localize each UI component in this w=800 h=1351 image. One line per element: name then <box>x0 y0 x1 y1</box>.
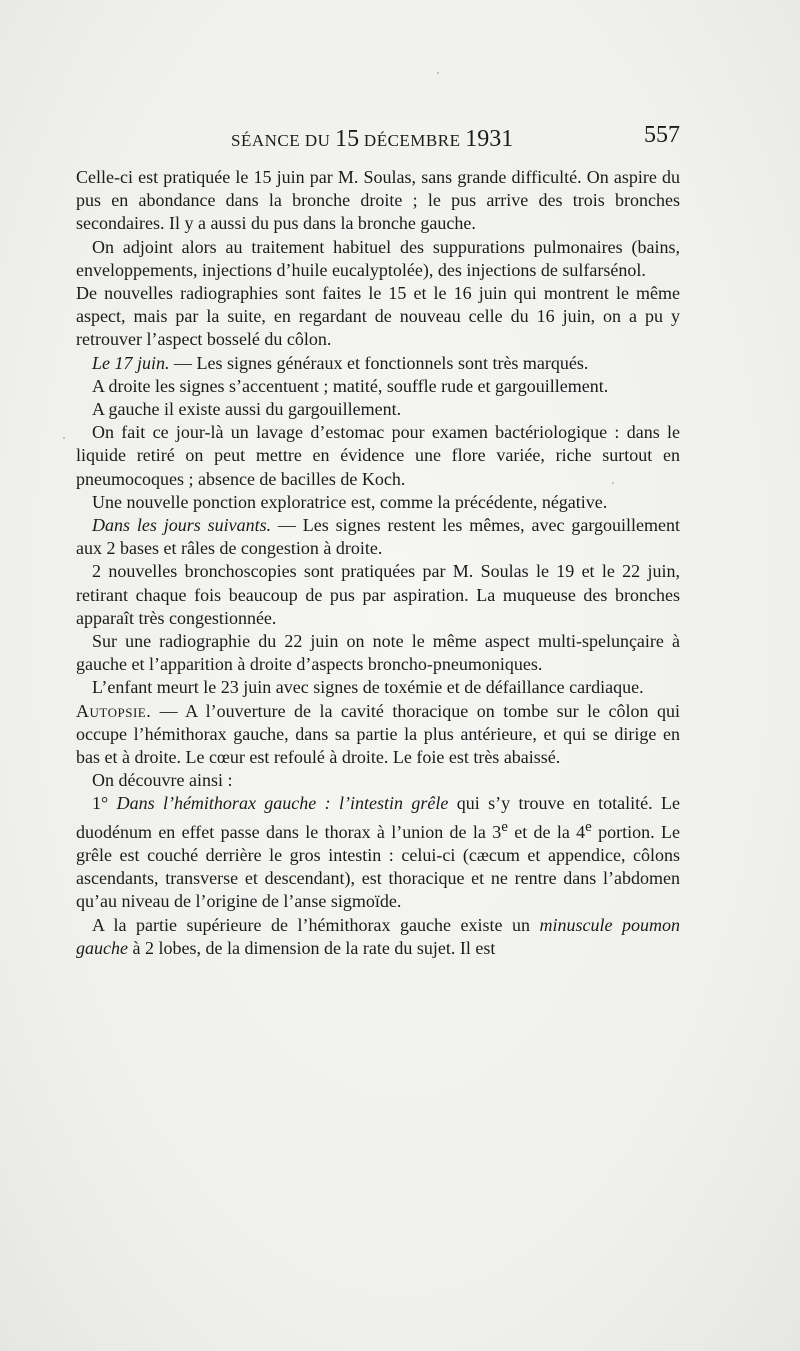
paragraph-1: Celle-ci est pratiquée le 15 juin par M. Soulas, sans grande difficulté. On aspire du pus en abondance dans la bronche droite ; le pus arrive des trois bronches secondaires. Il y a aussi du pus dans la bronche gauche. <box>76 167 680 234</box>
paragraph-15-text-c: portion. Le grêle est couché derrière le gros intestin : celui-ci (cæcum et appendice, côlons ascendants, transverse et descendant), est thoracique et ne rentre dans l’abdomen qu’au niveau de l’origine de l’anse sigmoïde. <box>76 821 680 912</box>
paragraph-3: De nouvelles radiographies sont faites le 15 et le 16 juin qui montrent le même aspect, mais par la suite, en regardant de nouveau celle du 16 juin, on a pu y retrouver l’aspect bosselé du côlon. <box>76 283 680 350</box>
paragraph-12: L’enfant meurt le 23 juin avec signes de toxémie et de défaillance cardiaque. <box>92 677 644 698</box>
paragraph-15-number: 1° <box>92 793 117 814</box>
paragraph-11: Sur une radiographie du 22 juin on note le même aspect multi-spelunçaire à gauche et l’apparition à droite d’aspects broncho-pneumoniques. <box>76 631 680 675</box>
paragraph-15-text-b: et de la 4 <box>507 821 586 842</box>
scan-speck <box>437 72 439 74</box>
paragraph-14: On découvre ainsi : <box>92 770 233 791</box>
paragraph-8: Une nouvelle ponction exploratrice est, comme la précédente, négative. <box>92 491 608 512</box>
paragraph-16-text-b: à 2 lobes, de la dimension de la rate du sujet. Il est <box>127 937 496 958</box>
paragraph-16-text-a: A la partie supérieure de l’hémithorax gauche existe un <box>92 914 540 935</box>
paragraph-13 <box>76 700 680 770</box>
paragraph-4 <box>76 352 680 375</box>
paragraph-9-text: — Les signes restent les mêmes, avec gargouillement aux 2 bases et râles de congestion à droite. <box>76 515 681 559</box>
running-head-day: 15 <box>335 126 360 152</box>
paragraph-10: 2 nouvelles bronchoscopies sont pratiquées par M. Soulas le 19 et le 22 juin, retirant chaque fois beaucoup de pus par aspiration. La muqueuse des bronches apparaît très congestionnée. <box>76 561 680 628</box>
running-head <box>231 126 513 153</box>
paragraph-16 <box>76 914 680 960</box>
running-head-month: DÉCEMBRE <box>363 131 461 150</box>
paragraph-9 <box>76 514 680 560</box>
scan-speck <box>612 482 614 484</box>
scan-speck <box>63 437 65 439</box>
paragraph-16-italic: minuscule poumon gauche <box>76 914 680 958</box>
paragraph-15-sup-2: e <box>585 818 592 835</box>
paragraph-6: A gauche il existe aussi du gargouillement. <box>92 399 402 420</box>
paragraph-5: A droite les signes s’accentuent ; matité, souffle rude et gargouillement. <box>92 375 609 396</box>
paragraph-4-date: Le 17 juin. <box>92 352 170 373</box>
paragraph-15-text-a: qui s’y trouve en totalité. Le duodénum en effet passe dans le thorax à l’union de la 3 <box>76 793 681 842</box>
paragraph-15-italic: Dans l’hémithorax gauche : l’intestin grêle <box>116 793 449 814</box>
paragraph-2: On adjoint alors au traitement habituel des suppurations pulmonaires (bains, enveloppements, injections d’huile eucalyptolée), des injections de sulfarsénol. <box>76 236 680 280</box>
paragraph-4-text: — Les signes généraux et fonctionnels sont très marqués. <box>169 352 589 373</box>
paragraph-9-lead: Dans les jours suivants. <box>92 515 272 536</box>
paragraph-7: On fait ce jour-là un lavage d’estomac pour examen bactériologique : dans le liquide retiré on peut mettre en évidence une flore variée, riche surtout en pneumocoques ; absence de bacilles de Koch. <box>76 422 680 489</box>
paragraph-13-text: — A l’ouverture de la cavité thoracique on tombe sur le côlon qui occupe l’hémithorax gauche, dans sa partie la plus antérieure, et qui se dirige en bas et à droite. Le cœur est refoulé à droite. Le foie est très abaissé. <box>76 700 680 768</box>
page-header <box>76 118 680 158</box>
paragraph-15-sup-1: e <box>501 818 508 835</box>
running-head-year: 1931 <box>465 126 514 152</box>
body-text <box>76 166 680 1266</box>
page-number: 557 <box>644 122 680 148</box>
running-head-seance: SÉANCE DU <box>231 131 331 150</box>
autopsie-heading: Autopsie. <box>76 700 152 721</box>
paragraph-15 <box>76 792 680 913</box>
